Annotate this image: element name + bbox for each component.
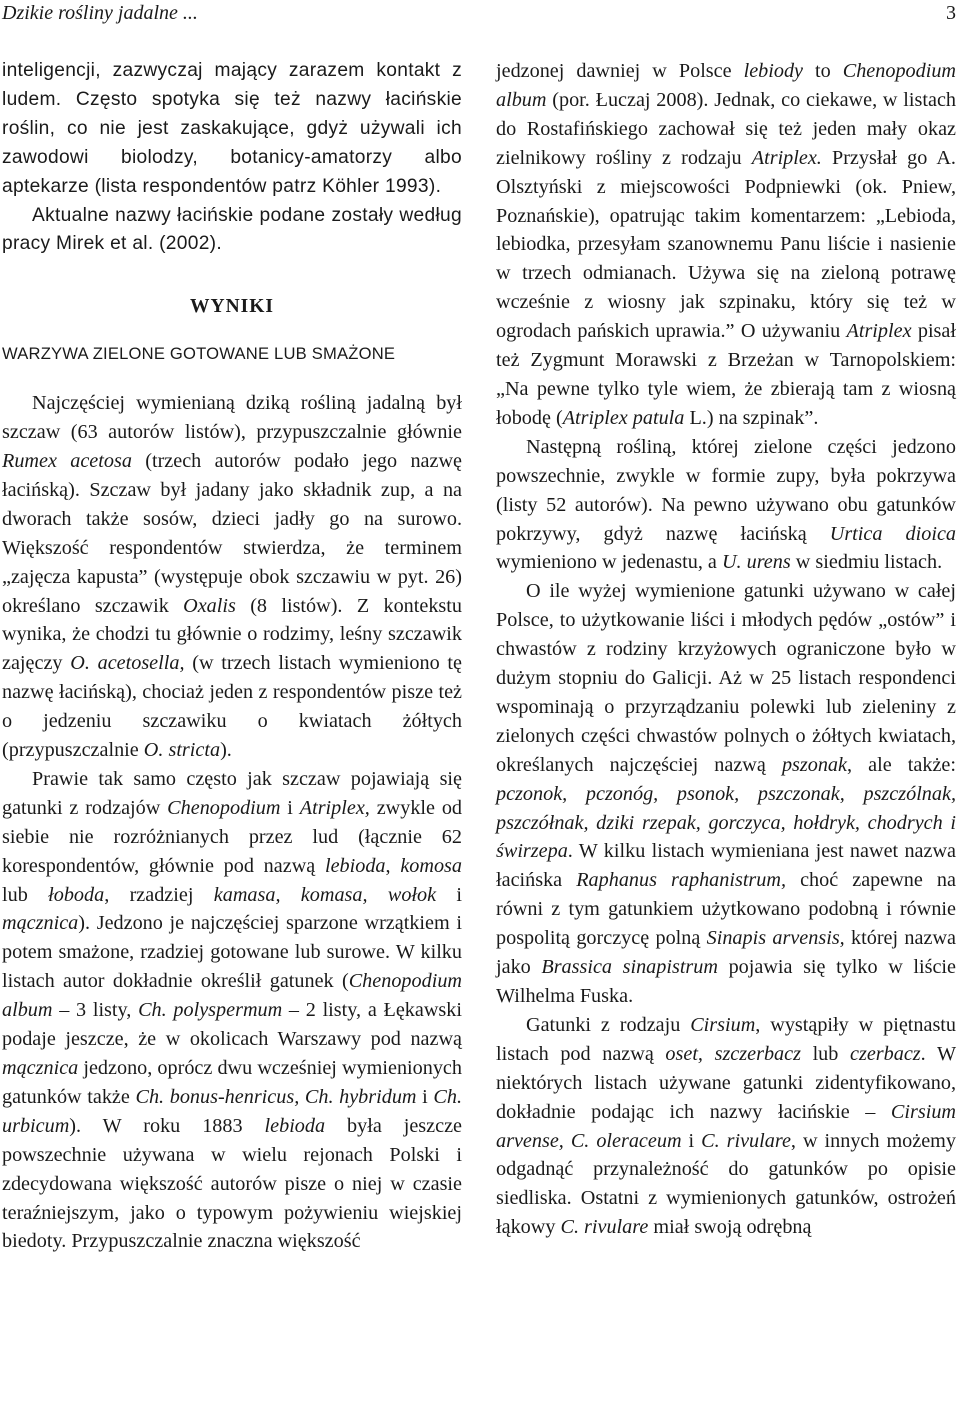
page-number: 3 — [946, 2, 956, 24]
paragraph-chenopodium: Prawie tak samo często jak szczaw pojawiają się gatunki z rodzajów Chenopodium i Atriplex, zwykle od siebie nie rozróżnianych przez lud (łącznie 62 korespondentów, głównie pod nazwą lebioda, komosa lub łoboda, rzadziej kamasa, komasa, wołok i mącznica). Jedzono je najczęściej sparzone wrzątkiem i potem smażone, rzadziej gotowane lub surowe. W kilku listach autor dokładnie określił gatunek (Chenopodium album – 3 listy, Ch. polyspermum – 2 listy, a Łękawski podaje jeszcze, że w okolicach Warszawy pod nazwą mącznica jedzono, oprócz dwu wcześniej wymienionych gatunków także Ch. bonus-henricus, Ch. hybridum i Ch. urbicum). W roku 1883 lebioda była jeszcze powszechnie używana w wielu rejonach Polski i zdecydowana większość autorów pisze o niej w czasie teraźniejszym, jako o typowym pożywieniu wiejskiej biedoty. Przypuszczalnie znaczna większość — [2, 767, 463, 1253]
paragraph-atriplex: jedzonej dawniej w Polsce lebiody to Chenopodium album (por. Łuczaj 2008). Jednak, co ciekawe, w listach do Rostafińskiego zachował się też jeden mały okaz zielnikowy rośliny z rodzaju Atriplex. Przysłał go A. Olsztyński z miejscowości Podpniewki (ok. Pniew, Poznańskie), opatrując takim komentarzem: „Lebioda, lebiodka, przesyłam szanownemu Panu liście i nasienie w trzech odmianach. Używa się na zieloną potrawę wcześnie z wiosny jak szpinaku, który się też w ogrodach pańskich uprawia.” O używaniu Atriplex pisał też Zygmunt Morawski z Brzeżan w Tarnopolskiem: „Na pewne tylko tyle wiem, że zbierają tam z wiosną łobodę (Atriplex patula L.) na szpinak”. — [496, 60, 957, 429]
paragraph-krzyzowe: O ile wyżej wymienione gatunki używano w całej Polsce, to użytkowanie liści i młodych pędów „ostów” i chwastów z rodziny krzyżowych ograniczone było w dużym stopniu do Galicji. Aż w 25 listach respondenci wspominają o przyrządzaniu polewki lub zieleniny z zielonych części chwastów polnych o żółtych kwiatach, określanych najczęściej nazwą pszonak, ale także: pczonok, pczonóg, psonok, pszczonak, pszczólnak, pszczółnak, dziki rzepak, gorczyca, hołdryk, chodrych i świrzepa. W kilku listach wymieniana jest nawet nazwa łacińska Raphanus raphanistrum, choć zapewne na równi z tym gatunkiem użytkowano podobną i równie pospolitą gorczycę polną Sinapis arvensis, której nazwa jako Brassica sinapistrum pojawia się tylko w liście Wilhelma Fuska. — [496, 580, 956, 1007]
section-heading: WYNIKI — [189, 296, 274, 318]
running-header — [0, 0, 960, 34]
running-title: Dzikie rośliny jadalne ... — [2, 2, 198, 24]
paragraph-pokrzywa: Następną rośliną, której zielone części jedzono powszechnie, zwykle w formie zupy, była pokrzywa (listy 52 autorów). Na pewno używano obu gatunków pokrzywy, gdyż nazwę łacińską Urtica dioica wymieniono w jedenastu, a U. urens w siedmiu listach. — [496, 435, 956, 574]
left-column — [2, 57, 462, 1256]
paragraph-intro: inteligencji, zazwyczaj mający zarazem kontakt z ludem. Często spotyka się też nazwy łacińskie roślin, co nie jest zaskakujące, gdyż używali ich zawodowi biolodzy, botanicy-amatorzy albo aptekarze (lista respondentów patrz Köhler 1993). — [2, 60, 462, 197]
paragraph-latin-names: Aktualne nazwy łacińskie podane zostały według pracy Mirek et al. (2002). — [2, 204, 462, 255]
paragraph-szczaw: Najczęściej wymienianą dziką rośliną jadalną był szczaw (63 autorów listów), przypuszczalnie głównie Rumex acetosa (trzech autorów podało jego nazwę łacińską). Szczaw był jadany jako składnik zup, a na dworach także sosów, dzieci jadły go na surowo. Większość respondentów stwierdza, że terminem „zajęcza kapusta” (występuje obok szczawiu w pyt. 26) określano szczawik Oxalis (8 listów). Z kontekstu wynika, że chodzi tu głównie o rodzimy, leśny szczawik zajęczy O. acetosella, (w trzech listach wymieniono tę nazwę łacińską), chociaż jeden z respondentów pisze też o jedzeniu szczawiku o kwiatach żółtych (przypuszczalnie O. stricta). — [2, 392, 462, 762]
right-column — [496, 57, 956, 1242]
subsection-heading: WARZYWA ZIELONE GOTOWANE LUB SMAŻONE — [2, 344, 396, 364]
paragraph-cirsium: Gatunki z rodzaju Cirsium, wystąpiły w piętnastu listach pod nazwą oset, szczerbacz lub czerbacz. W niektórych listach używane gatunki zidentyfikowano, dokładnie podając ich nazwy łacińskie – Cirsium arvense, C. oleraceum i C. rivulare, w innych możemy odgadnąć przynależność do gatunków po opisie siedliska. Ostatni z wymienionych gatunków, ostrożeń łąkowy C. rivulare miał swoją odrębną — [496, 1013, 956, 1239]
